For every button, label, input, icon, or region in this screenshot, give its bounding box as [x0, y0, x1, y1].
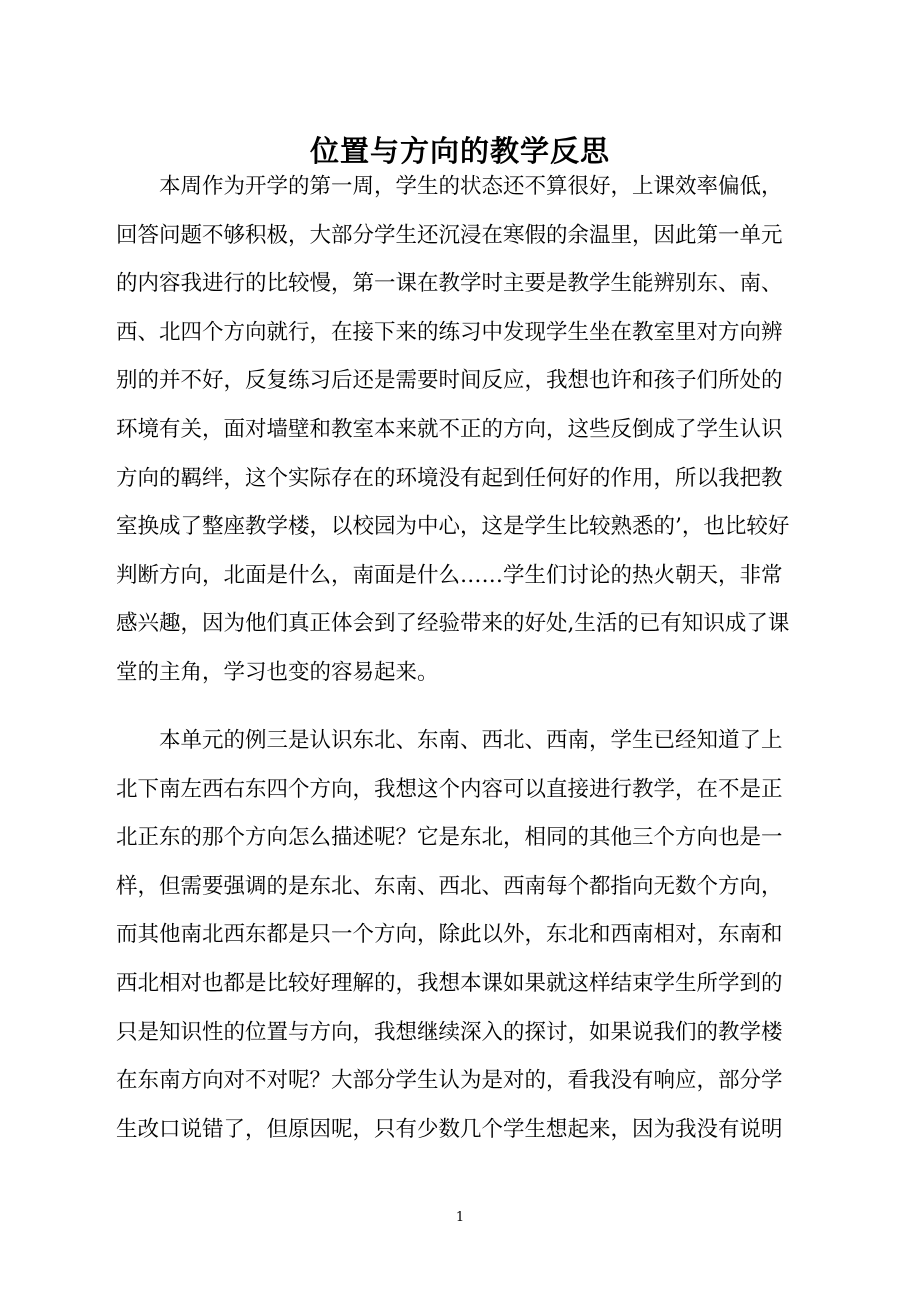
page-number: 1	[455, 1210, 465, 1225]
paragraph-line: 西、北四个方向就行，在接下来的练习中发现学生坐在教室里对方向辨	[116, 319, 783, 345]
paragraph-line: 回答问题不够积极，大部分学生还沉浸在寒假的余温里，因此第一单元	[116, 222, 783, 248]
paragraph-line: 室换成了整座教学楼，以校园为中心，这是学生比较熟悉的’，也比较好	[116, 514, 790, 540]
paragraph-2	[116, 717, 804, 1154]
paragraph-1	[116, 163, 804, 698]
document-title: 位置与方向的教学反思	[309, 134, 610, 169]
paragraph-line: 只是知识性的位置与方向，我想继续深入的探讨，如果说我们的教学楼	[116, 1019, 783, 1045]
paragraph-line: 北正东的那个方向怎么描述呢？它是东北，相同的其他三个方向也是一	[116, 825, 783, 851]
paragraph-line: 方向的羁绊，这个实际存在的环境没有起到任何好的作用，所以我把教	[116, 465, 783, 491]
paragraph-line: 北下南左西右东四个方向，我想这个内容可以直接进行教学，在不是正	[116, 776, 783, 802]
paragraph-line: 的内容我进行的比较慢，第一课在教学时主要是教学生能辨别东、南、	[116, 271, 783, 297]
paragraph-line: 本单元的例三是认识东北、东南、西北、西南，学生已经知道了上	[159, 728, 783, 753]
paragraph-line: 在东南方向对不对呢？大部分学生认为是对的，看我没有响应，部分学	[116, 1068, 783, 1094]
paragraph-line: 样，但需要强调的是东北、东南、西北、西南每个都指向无数个方向，	[116, 873, 783, 899]
paragraph-line: 别的并不好，反复练习后还是需要时间反应，我想也许和孩子们所处的	[116, 368, 783, 394]
paragraph-line: 本周作为开学的第一周，学生的状态还不算很好，上课效率偏低，	[159, 174, 783, 199]
paragraph-line: 西北相对也都是比较好理解的，我想本课如果就这样结束学生所学到的	[116, 970, 783, 996]
paragraph-line: 环境有关，面对墙壁和教室本来就不正的方向，这些反倒成了学生认识	[116, 416, 783, 442]
paragraph-line: 堂的主角，学习也变的容易起来。	[116, 659, 439, 685]
paragraph-line: 感兴趣，因为他们真正体会到了经验带来的好处,生活的已有知识成了课	[116, 611, 790, 637]
paragraph-line: 判断方向，北面是什么，南面是什么……学生们讨论的热火朝天，非常	[116, 562, 783, 588]
paragraph-line: 而其他南北西东都是只一个方向，除此以外，东北和西南相对，东南和	[116, 922, 783, 948]
paragraph-line: 生改口说错了，但原因呢，只有少数几个学生想起来，因为我没有说明	[116, 1116, 783, 1142]
